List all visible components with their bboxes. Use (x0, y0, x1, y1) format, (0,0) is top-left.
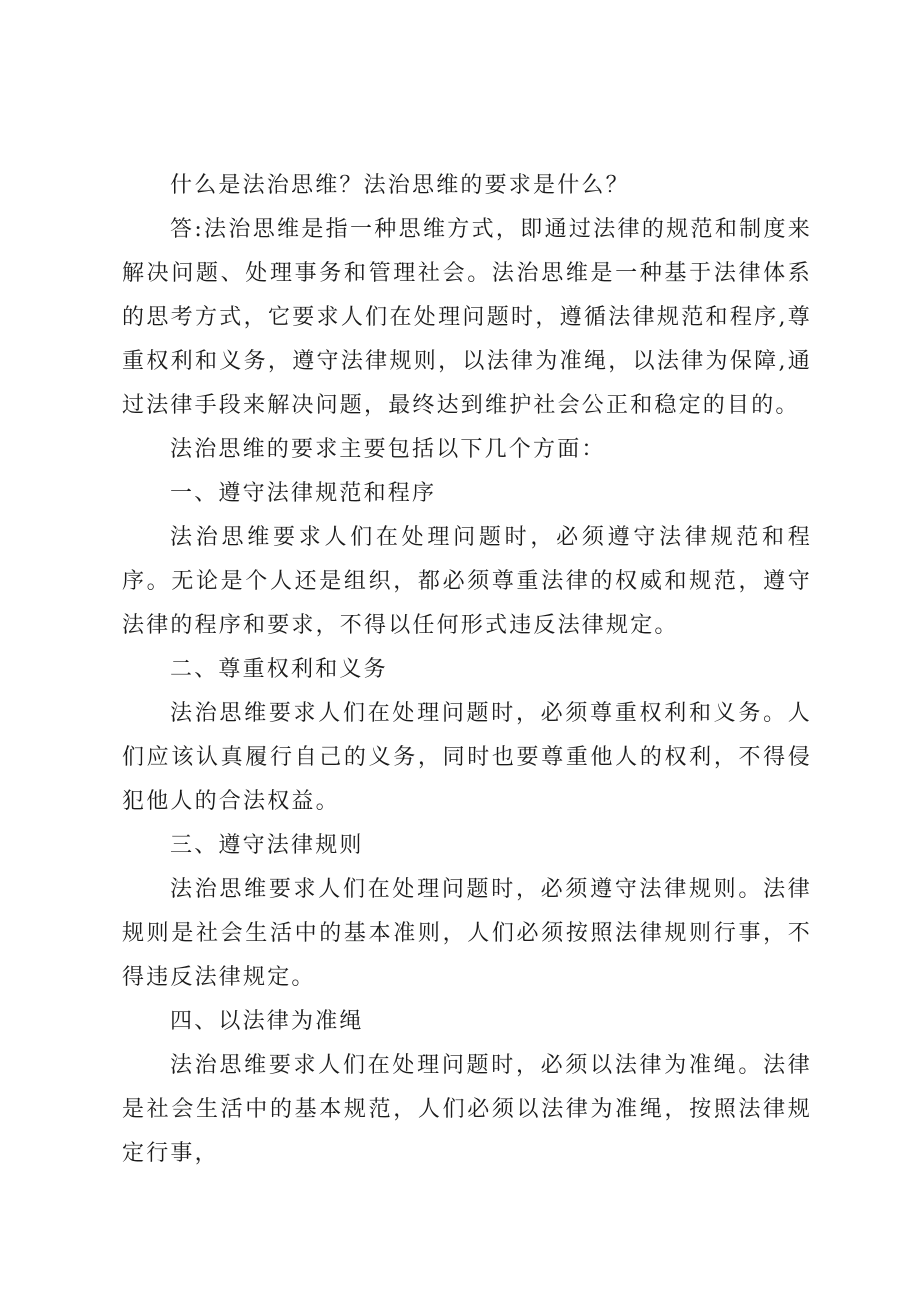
section-body-3: 法治思维要求人们在处理问题时，必须遵守法律规则。法律规则是社会生活中的基本准则，人们必须按照法律规则行事，不得违反法律规定。 (122, 877, 812, 990)
section-heading-1: 一、遵守法律规范和程序 (170, 481, 437, 506)
section-heading-2: 二、尊重权利和义务 (170, 657, 388, 682)
section-heading-4: 四、以法律为准绳 (170, 1009, 364, 1034)
document-body (122, 164, 812, 1176)
requirements-intro: 法治思维的要求主要包括以下几个方面： (170, 437, 606, 462)
question-title: 什么是法治思维？法治思维的要求是什么？ (170, 173, 630, 198)
section-body-1: 法治思维要求人们在处理问题时，必须遵守法律规范和程序。无论是个人还是组织，都必须尊重法律的权威和规范，遵守法律的程序和要求，不得以任何形式违反法律规定。 (122, 525, 812, 638)
section-heading-3: 三、遵守法律规则 (170, 833, 364, 858)
section-body-4: 法治思维要求人们在处理问题时，必须以法律为准绳。法律是社会生活中的基本规范，人们必须以法律为准绳，按照法律规定行事， (122, 1053, 812, 1166)
answer-paragraph: 答:法治思维是指一种思维方式，即通过法律的规范和制度来解决问题、处理事务和管理社会。法治思维是一种基于法律体系的思考方式，它要求人们在处理问题时，遵循法律规范和程序,尊重权利和义务，遵守法律规则，以法律为准绳，以法律为保障,通过法律手段来解决问题，最终达到维护社会公正和稳定的目的。 (122, 217, 812, 418)
section-body-2: 法治思维要求人们在处理问题时，必须尊重权利和义务。人们应该认真履行自己的义务，同时也要尊重他人的权利，不得侵犯他人的合法权益。 (122, 701, 812, 814)
